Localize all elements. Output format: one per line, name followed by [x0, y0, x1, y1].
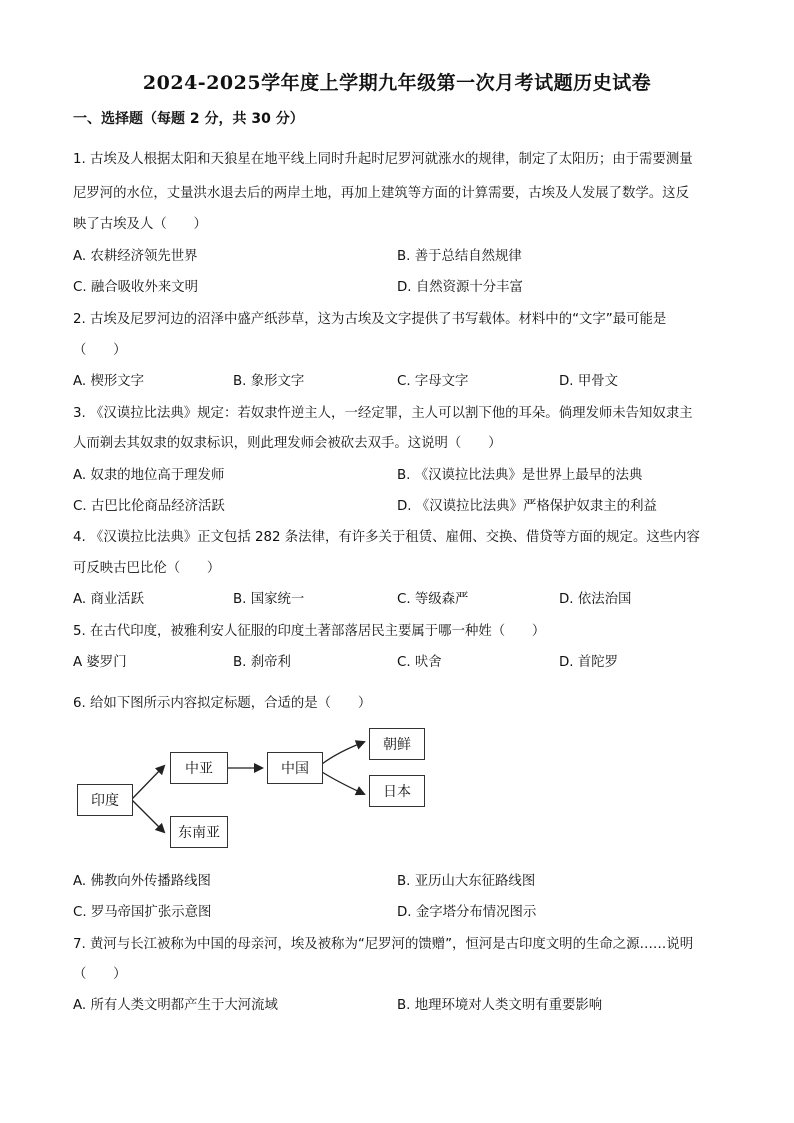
question-5-line-1: 5. 在古代印度，被雅利安人征服的印度土著部落居民主要属于哪一种姓（ ）	[73, 624, 546, 639]
question-3-line-2: 人而剃去其奴隶的奴隶标识，则此理发师会被砍去双手。这说明（ ）	[73, 436, 502, 451]
question-1-option-b[interactable]: B. 善于总结自然规律	[397, 249, 522, 264]
question-1-option-d[interactable]: D. 自然资源十分丰富	[397, 280, 523, 295]
question-4-line-2: 可反映古巴比伦（ ）	[73, 561, 221, 576]
question-1-option-a[interactable]: A. 农耕经济领先世界	[73, 249, 198, 264]
node-japan: 日本	[369, 775, 425, 807]
question-4-option-d[interactable]: D. 依法治国	[559, 592, 632, 607]
arrow-china-to-japan	[322, 772, 364, 794]
arrow-india-to-southeast-asia	[132, 800, 164, 832]
question-5-option-c[interactable]: C. 吠舍	[397, 655, 442, 670]
question-2-line-1: 2. 古埃及尼罗河边的沼泽中盛产纸莎草，这为古埃及文字提供了书写载体。材料中的“文字”最可能是	[73, 312, 667, 327]
question-6-option-d[interactable]: D. 金字塔分布情况图示	[397, 905, 537, 920]
node-india: 印度	[77, 784, 133, 816]
question-4-line-1: 4. 《汉谟拉比法典》正文包括 282 条法律，有许多关于租赁、雇佣、交换、借贷等方面的规定。这些内容	[73, 530, 700, 545]
question-2-option-c[interactable]: C. 字母文字	[397, 374, 469, 389]
question-7-line-2: （ ）	[73, 967, 127, 982]
question-2-line-2: （ ）	[73, 343, 127, 358]
question-6-option-a[interactable]: A. 佛教向外传播路线图	[73, 874, 211, 889]
question-2-option-a[interactable]: A. 楔形文字	[73, 374, 144, 389]
question-4-option-c[interactable]: C. 等级森严	[397, 592, 469, 607]
question-1-line-1: 1. 古埃及人根据太阳和天狼星在地平线上同时升起时尼罗河就涨水的规律，制定了太阳历；由于需要测量	[73, 152, 693, 167]
question-1-option-c[interactable]: C. 融合吸收外来文明	[73, 280, 198, 295]
question-3-option-b[interactable]: B. 《汉谟拉比法典》是世界上最早的法典	[397, 468, 643, 483]
question-4-option-a[interactable]: A. 商业活跃	[73, 592, 144, 607]
question-6-option-b[interactable]: B. 亚历山大东征路线图	[397, 874, 536, 889]
question-6-option-c[interactable]: C. 罗马帝国扩张示意图	[73, 905, 212, 920]
question-4-option-b[interactable]: B. 国家统一	[233, 592, 305, 607]
question-5-option-a[interactable]: A 婆罗门	[73, 655, 127, 670]
question-3-option-c[interactable]: C. 古巴比伦商品经济活跃	[73, 499, 225, 514]
arrow-china-to-korea	[322, 742, 364, 764]
question-7-option-a[interactable]: A. 所有人类文明都产生于大河流域	[73, 998, 278, 1013]
question-6-line-1: 6. 给如下图所示内容拟定标题，合适的是（ ）	[73, 696, 372, 711]
node-central-asia: 中亚	[170, 752, 228, 784]
question-3-option-d[interactable]: D. 《汉谟拉比法典》严格保护奴隶主的利益	[397, 499, 657, 514]
question-7-option-b[interactable]: B. 地理环境对人类文明有重要影响	[397, 998, 603, 1013]
question-5-option-b[interactable]: B. 刹帝利	[233, 655, 291, 670]
question-5-option-d[interactable]: D. 首陀罗	[559, 655, 618, 670]
section-title: 一、选择题（每题 2 分，共 30 分）	[73, 111, 304, 127]
question-1-line-3: 映了古埃及人（ ）	[73, 217, 207, 232]
page-title: 2024-2025学年度上学期九年级第一次月考试题历史试卷	[142, 72, 652, 94]
node-southeast-asia: 东南亚	[170, 816, 228, 848]
question-7-line-1: 7. 黄河与长江被称为中国的母亲河，埃及被称为“尼罗河的馈赠”，恒河是古印度文明的生命之源……说明	[73, 937, 694, 952]
question-2-option-d[interactable]: D. 甲骨文	[559, 374, 618, 389]
node-china: 中国	[267, 752, 323, 784]
question-3-option-a[interactable]: A. 奴隶的地位高于理发师	[73, 468, 225, 483]
question-2-option-b[interactable]: B. 象形文字	[233, 374, 305, 389]
question-3-line-1: 3. 《汉谟拉比法典》规定：若奴隶忤逆主人，一经定罪，主人可以割下他的耳朵。倘理发师未告知奴隶主	[73, 406, 693, 421]
arrow-india-to-central-asia	[132, 766, 164, 799]
question-1-line-2: 尼罗河的水位，丈量洪水退去后的两岸土地，再加上建筑等方面的计算需要，古埃及人发展了数学。这反	[73, 186, 689, 201]
node-korea: 朝鲜	[369, 728, 425, 760]
